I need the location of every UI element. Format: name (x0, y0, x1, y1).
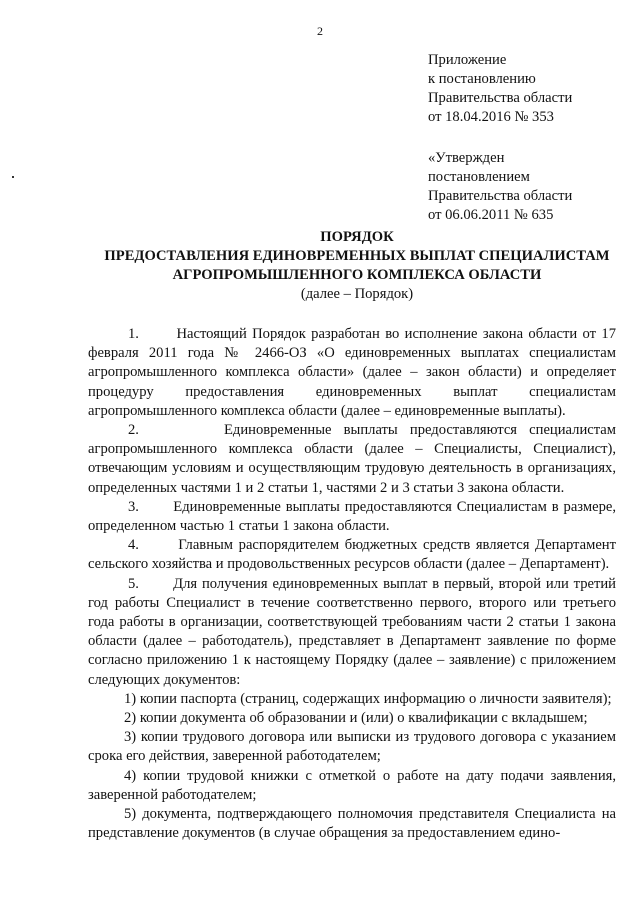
paragraph (88, 498, 616, 536)
sub-item-text: копии трудового договора или выписки из трудового договора с указанием срока его действия, заверенной работодателем; (88, 729, 616, 765)
document-title (66, 228, 640, 304)
sub-item-text: копии документа об образовании и (или) о квалификации с вкладышем; (139, 710, 588, 727)
scan-speck (12, 176, 14, 178)
title-line: АГРОПРОМЫШЛЕННОГО КОМПЛЕКСА ОБЛАСТИ (172, 267, 542, 283)
paragraph-text: Единовременные выплаты предоставляются Специалистам в размере, определенном частью 1 статьи 1 закона области. (88, 498, 616, 535)
paragraph-number: 3. (128, 498, 139, 515)
sub-item-number: 3) (124, 729, 137, 746)
approved-line: от 06.06.2011 № 635 (428, 207, 554, 223)
appendix-block (428, 51, 572, 225)
document-body (88, 325, 616, 843)
appendix-line: Правительства области (428, 90, 573, 106)
title-line: ПОРЯДОК (320, 229, 394, 245)
sub-item-number: 2) (124, 710, 137, 727)
sub-item (88, 728, 616, 766)
sub-item-text: копии паспорта (страниц, содержащих информацию о личности заявителя); (139, 690, 612, 707)
page-number: 2 (317, 24, 323, 38)
paragraph-text: Единовременные выплаты предоставляются специалистам агропромышленного комплекса области (далее – Специалисты, Специалист), отвечающим условиям и осуществляющим трудовую деятельность в организациях, определенных частями 1 и 2 статьи 1, частями 2 и 3 статьи 3 закона области. (88, 422, 616, 496)
appendix-line: от 18.04.2016 № 353 (428, 109, 554, 125)
sub-item-text: копии трудовой книжки с отметкой о работе на дату подачи заявления, заверенной работодателем; (88, 767, 616, 803)
paragraph-text: Настоящий Порядок разработан во исполнение закона области от 17 февраля 2011 года № 2466-ОЗ «О единовременных выплатах специалистам агропромышленного комплекса области» (далее – закон области) и определяет процедуру предоставления единовременных выплат специалистам агропромышленного комплекса области (далее – единовременные выплаты). (88, 326, 616, 419)
paragraph-text: Главным распорядителем бюджетных средств является Департамент сельского хозяйства и продовольственных ресурсов области (далее – Департамент). (88, 537, 616, 573)
paragraph-number: 5. (128, 575, 139, 592)
paragraph-text: Для получения единовременных выплат в первый, второй или третий год работы Специалист в течение соответственно первого, второго или третьего года работы в организации, соответствующей требованиям части 2 статьи 1 закона области (далее – работодатель), представляет в Департамент заявление по форме согласно приложению 1 к настоящему Порядку (далее – заявление) с приложением следующих документов: (88, 575, 616, 688)
approved-line: Правительства области (428, 188, 573, 204)
paragraph-number: 4. (128, 537, 139, 554)
sub-item-text: документа, подтверждающего полномочия представителя Специалиста на представление документов (в случае обращения за предоставлением едино- (88, 806, 616, 842)
sub-item (88, 690, 616, 709)
paragraph (88, 536, 616, 574)
sub-item (88, 767, 616, 805)
appendix-line: Приложение (428, 52, 507, 68)
paragraph (88, 325, 616, 421)
sub-item (88, 805, 616, 843)
approved-line: «Утвержден (428, 150, 505, 166)
paragraph (88, 575, 616, 690)
paragraph-number: 2. (128, 422, 139, 439)
sub-item-number: 5) (124, 806, 137, 823)
sub-item-number: 4) (124, 767, 137, 784)
sub-item (88, 709, 616, 728)
sub-item-number: 1) (124, 690, 137, 707)
appendix-line: к постановлению (428, 71, 536, 87)
approved-line: постановлением (428, 169, 530, 185)
paragraph (88, 421, 616, 498)
title-subline: (далее – Порядок) (300, 286, 414, 302)
paragraph-number: 1. (128, 326, 139, 342)
title-line: ПРЕДОСТАВЛЕНИЯ ЕДИНОВРЕМЕННЫХ ВЫПЛАТ СПЕЦИАЛИСТАМ (104, 248, 610, 264)
